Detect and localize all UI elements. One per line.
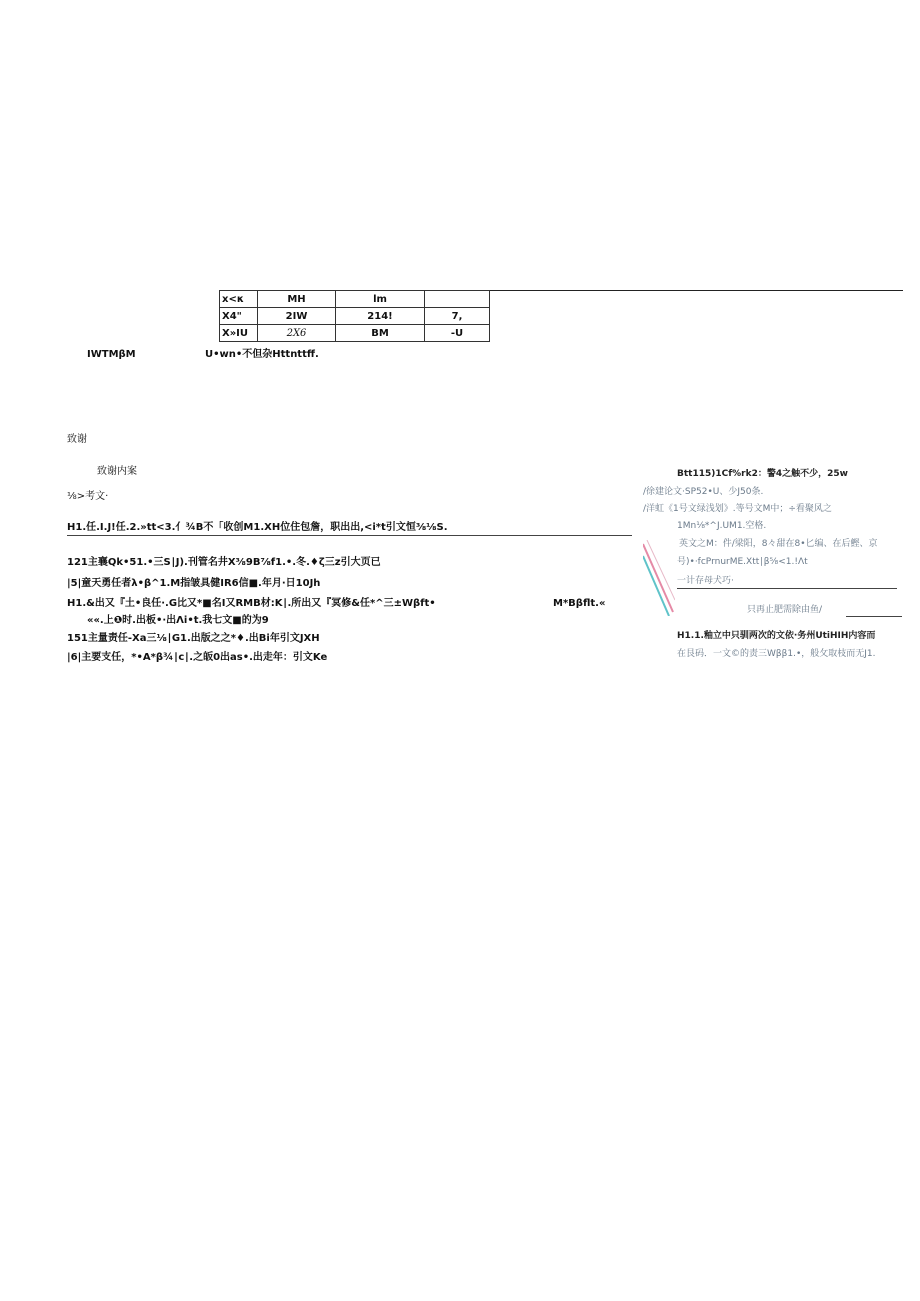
side-line-2: /徐建论文·SP52•U、少J50条. — [643, 487, 764, 497]
side-line-1: Btt115)1Cf%rk2：警4之触不少，25w — [677, 469, 848, 479]
table-cell: BM — [336, 325, 425, 342]
table-cell: X4" — [220, 308, 258, 325]
table-cell — [425, 291, 490, 308]
side-line-9: H1.1.釉立中只驯两次的文依·务州UtiHIH内容而 — [677, 631, 876, 641]
table-cell: X»IU — [220, 325, 258, 342]
table-row — [220, 308, 490, 325]
side-line-8: 只再止肥需除由鱼/ — [747, 605, 823, 615]
top-rule — [488, 290, 903, 291]
ref-item-6: |6|主要支任，*•A*β¾∣c∣.之皈0出as•.出走年：引文Ke — [67, 652, 328, 663]
ref-item-4-tail: M*Bβflt.« — [553, 598, 606, 609]
table-row — [220, 291, 490, 308]
table-row — [220, 325, 490, 342]
table-cell: lm — [336, 291, 425, 308]
table-cell: 7, — [425, 308, 490, 325]
ref-item-1: H1.任.I.J!任.2.»tt<3.亻¾B不「收创M1.XH位住包詹，职出出,<i*t引文恒⅜⅛S. — [67, 521, 632, 536]
side-line-5: 英文之M：件/梁阳，8々甜在8•匕编、在后鰹、京 — [679, 539, 878, 549]
table-cell: 2X6 — [258, 325, 336, 342]
side-line-10: 在艮码．一文©的责三Wββ1.•，般攵取枝而无J1. — [677, 649, 876, 659]
caption-right: U•wn•不但杂Httnttff. — [205, 349, 319, 360]
data-table — [219, 290, 490, 342]
ref-item-3: |5|童天勇任者λ•β^1.M指皱具健IR6信■.年月·日10Jh — [67, 578, 321, 589]
table-cell: 2IW — [258, 308, 336, 325]
table-cell: x<κ — [220, 291, 258, 308]
ref-item-2: 121主襄Qk•51.•三S∣J).刊管名井X⅜9B⅞f1.•.冬.♦ζ三z引大页已 — [67, 557, 381, 568]
ref-item-5: 151主量责任-Xa三⅛∣G1.出版之之*♦.出Bi年引文JXH — [67, 633, 320, 644]
side-line-4: 1Mn⅛*^J.UM1.空格. — [677, 521, 767, 531]
side-line-8-rule — [846, 616, 902, 617]
ack-content: 致谢内案 — [97, 466, 137, 477]
ref-item-4: H1.&出又『土•良任·.G比又*■名I又RMB材:K∣.所出又『冥修&任*^三±Wβft• — [67, 598, 436, 609]
side-line-3: /洋虹《1号文绿浅划》.等号文M中；÷看聚风之 — [643, 504, 832, 514]
side-line-6: 号)•·fcPrnurME.Xtt∣β⅝<1.!Λt — [677, 557, 808, 567]
decorative-stripes — [643, 540, 675, 616]
table-cell: MH — [258, 291, 336, 308]
table-cell: 214! — [336, 308, 425, 325]
refs-heading: ⅛>考文· — [67, 491, 109, 502]
ack-heading: 致谢 — [67, 434, 87, 445]
side-line-7: 一计存母犬巧· — [677, 575, 897, 589]
caption-left: IWTMβM — [87, 349, 136, 360]
table-cell: -U — [425, 325, 490, 342]
ref-item-4-cont: ««.上❶时.出板•·出Λi•t.我七文■的为9 — [87, 615, 269, 626]
